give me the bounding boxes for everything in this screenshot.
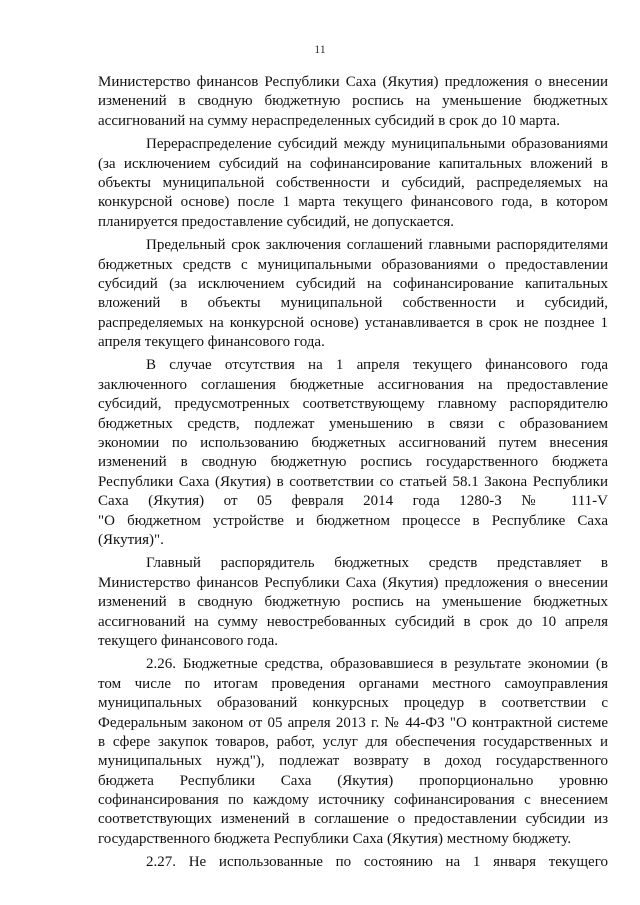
text-line: 2.26. Бюджетные средства, образовавшиеся в результате экономии (в (146, 656, 608, 673)
text-line: планируется предоставление субсидий, не допускается. (98, 213, 455, 230)
text-line: софинансирования по каждому источнику софинансирования с внесением (98, 792, 608, 809)
paragraph (98, 356, 608, 550)
text-line: Саха (Якутия) от 05 февраля 2014 года 1280-З № 111-V (98, 493, 608, 510)
paragraph (98, 554, 608, 651)
text-line: ассигнований на сумму нераспределенных субсидий в срок до 10 марта. (98, 112, 560, 129)
text-line: субсидий, предусмотренных соответствующему главному распорядителю (98, 396, 608, 413)
text-line: вложений в объекты муниципальной собственности и субсидий, (98, 295, 608, 312)
text-line: конкурсной основе) после 1 марта текущего финансового года, в котором (98, 194, 608, 211)
text-line: Перераспределение субсидий между муниципальными образованиями (146, 136, 608, 153)
body-text (98, 73, 608, 877)
text-line: 2.27. Не использованные по состоянию на 1 января текущего (146, 854, 608, 871)
text-line: изменений в сводную бюджетную роспись государственного бюджета (98, 454, 608, 471)
text-line: заключенного соглашения бюджетные ассигнования на предоставление (98, 376, 608, 393)
text-line: распределяемых на конкурсной основе) устанавливается в срок не позднее 1 (98, 314, 608, 331)
text-line: В случае отсутствия на 1 апреля текущего финансового года (146, 357, 608, 374)
text-line: апреля текущего финансового года. (98, 334, 325, 351)
text-line: ассигнований на сумму невостребованных субсидий в срок до 10 апреля (98, 613, 608, 630)
text-line: бюджета Республики Саха (Якутия) пропорционально уровню (98, 772, 608, 789)
text-line: текущего финансового года. (98, 632, 279, 649)
text-line: государственного бюджета Республики Саха (Якутия) местному бюджету. (98, 830, 572, 847)
text-line: муниципальных образований конкурсных процедур в соответствии с (98, 695, 608, 712)
page-number: 11 (314, 42, 326, 56)
paragraph (98, 135, 608, 232)
text-line: муниципальных нужд"), подлежат возврату в доход государственного (98, 753, 608, 770)
text-line: Республики Саха (Якутия) в соответствии со статьей 58.1 Закона Республики (98, 473, 608, 490)
paragraph (98, 655, 608, 849)
text-line: в сфере закупок товаров, работ, услуг для обеспечения государственных и (98, 733, 608, 750)
text-line: Федеральным законом от 05 апреля 2013 г. № 44-ФЗ "О контрактной системе (98, 714, 608, 731)
text-line: (Якутия)". (98, 531, 164, 548)
text-line: бюджетных средств с муниципальными образованиями о предоставлении (98, 256, 608, 273)
text-line: Главный распорядитель бюджетных средств представляет в (146, 555, 608, 572)
text-line: Министерство финансов Республики Саха (Якутия) предложения о внесении (98, 574, 608, 591)
text-line: субсидий (за исключением субсидий на софинансирование капитальных (98, 275, 608, 292)
text-line: экономии по использованию бюджетных ассигнований путем внесения (98, 435, 608, 452)
paragraph (98, 73, 608, 131)
paragraph (98, 853, 608, 872)
text-line: "О бюджетном устройстве и бюджетном процессе в Республике Саха (98, 512, 608, 529)
text-line: объекты муниципальной собственности и субсидий, распределяемых на (98, 174, 608, 191)
text-line: изменений в сводную бюджетную роспись на уменьшение бюджетных (98, 594, 608, 611)
text-line: том числе по итогам проведения органами местного самоуправления (98, 675, 608, 692)
paragraph (98, 236, 608, 352)
text-line: бюджетных средств, подлежат уменьшению в связи с образованием (98, 415, 608, 432)
text-line: Предельный срок заключения соглашений главными распорядителями (146, 237, 608, 254)
text-line: Министерство финансов Республики Саха (Якутия) предложения о внесении (98, 74, 608, 90)
text-line: изменений в сводную бюджетную роспись на уменьшение бюджетных (98, 93, 608, 110)
text-line: соответствующих изменений в соглашение о предоставлении субсидии из (98, 811, 608, 828)
text-line: (за исключением субсидий на софинансирование капитальных вложений в (98, 155, 608, 172)
